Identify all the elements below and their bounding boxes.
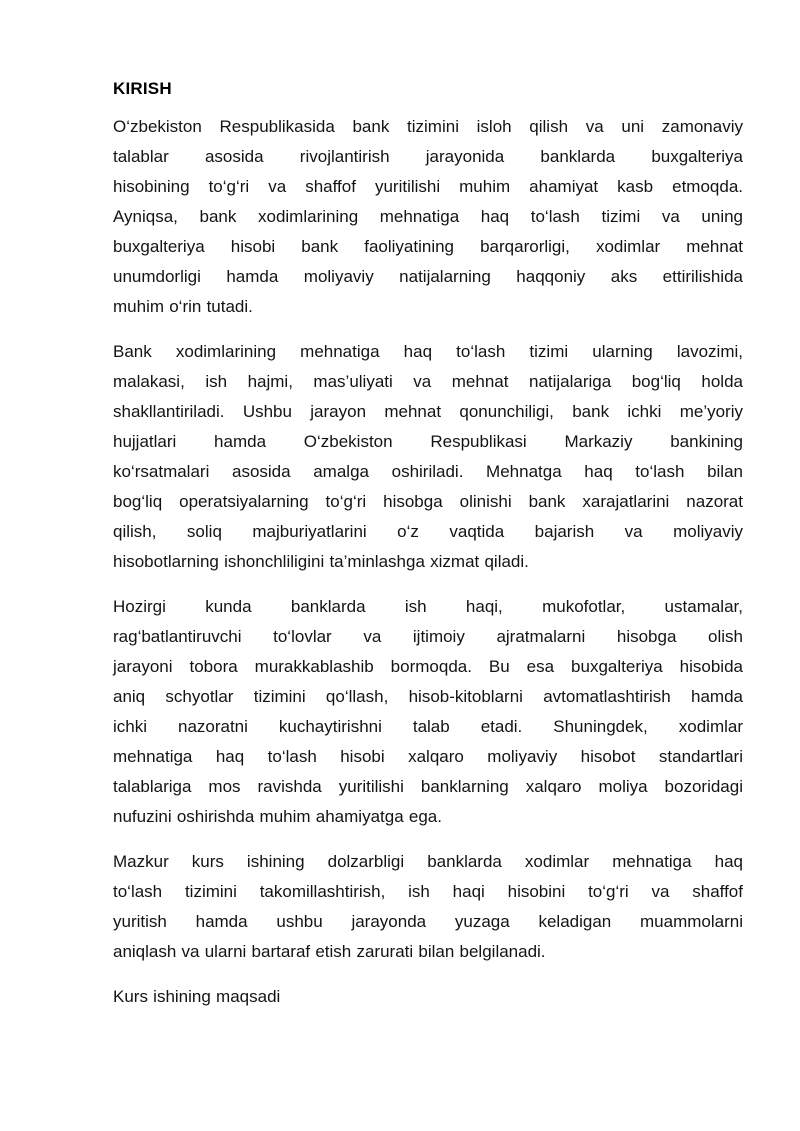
paragraph <box>113 982 743 1012</box>
paragraph <box>113 337 743 577</box>
text-line: bog‘liq operatsiyalarning to‘g‘ri hisobga olinishi bank xarajatlarini nazorat <box>113 492 743 511</box>
text-line: to‘lash tizimini takomillashtirish, ish haqi hisobini to‘g‘ri va shaffof <box>113 882 743 901</box>
paragraph <box>113 847 743 967</box>
text-line: O‘zbekiston Respublikasida bank tizimini isloh qilish va uni zamonaviy <box>113 117 743 136</box>
paragraph <box>113 592 743 832</box>
text-line: nufuzini oshirishda muhim ahamiyatga ega. <box>113 807 442 826</box>
text-line: muhim o‘rin tutadi. <box>113 297 253 316</box>
text-line: Hozirgi kunda banklarda ish haqi, mukofotlar, ustamalar, <box>113 597 743 616</box>
text-line: aniqlash va ularni bartaraf etish zarurati bilan belgilanadi. <box>113 942 546 961</box>
text-line: rag‘batlantiruvchi to‘lovlar va ijtimoiy ajratmalarni hisobga olish <box>113 627 743 646</box>
text-line: hisobotlarning ishonchliligini ta’minlashga xizmat qiladi. <box>113 552 529 571</box>
text-line: mehnatiga haq to‘lash hisobi xalqaro moliyaviy hisobot standartlari <box>113 747 743 766</box>
text-line: malakasi, ish hajmi, mas’uliyati va mehnat natijalariga bog‘liq holda <box>113 372 743 391</box>
section-heading: KIRISH <box>113 79 172 98</box>
text-line: ko‘rsatmalari asosida amalga oshiriladi. Mehnatga haq to‘lash bilan <box>113 462 743 481</box>
text-line: ichki nazoratni kuchaytirishni talab etadi. Shuningdek, xodimlar <box>113 717 743 736</box>
text-line: yuritish hamda ushbu jarayonda yuzaga keladigan muammolarni <box>113 912 743 931</box>
text-line: Ayniqsa, bank xodimlarining mehnatiga haq to‘lash tizimi va uning <box>113 207 743 226</box>
text-line: hisobining to‘g‘ri va shaffof yuritilishi muhim ahamiyat kasb etmoqda. <box>113 177 743 196</box>
text-line: qilish, soliq majburiyatlarini o‘z vaqtida bajarish va moliyaviy <box>113 522 743 541</box>
text-line: hujjatlari hamda O‘zbekiston Respublikasi Markaziy bankining <box>113 432 743 451</box>
text-line: talablariga mos ravishda yuritilishi banklarning xalqaro moliya bozoridagi <box>113 777 743 796</box>
text-line: Kurs ishining maqsadi <box>113 987 281 1006</box>
text-line: Mazkur kurs ishining dolzarbligi banklarda xodimlar mehnatiga haq <box>113 852 743 871</box>
text-line: jarayoni tobora murakkablashib bormoqda. Bu esa buxgalteriya hisobida <box>113 657 743 676</box>
paragraph <box>113 112 743 322</box>
text-line: aniq schyotlar tizimini qo‘llash, hisob-kitoblarni avtomatlashtirish hamda <box>113 687 743 706</box>
text-line: talablar asosida rivojlantirish jarayonida banklarda buxgalteriya <box>113 147 743 166</box>
text-line: shakllantiriladi. Ushbu jarayon mehnat qonunchiligi, bank ichki me’yoriy <box>113 402 743 421</box>
text-line: unumdorligi hamda moliyaviy natijalarning haqqoniy aks ettirilishida <box>113 267 743 286</box>
document-body <box>113 112 743 1012</box>
text-line: Bank xodimlarining mehnatiga haq to‘lash tizimi ularning lavozimi, <box>113 342 743 361</box>
text-line: buxgalteriya hisobi bank faoliyatining barqarorligi, xodimlar mehnat <box>113 237 743 256</box>
